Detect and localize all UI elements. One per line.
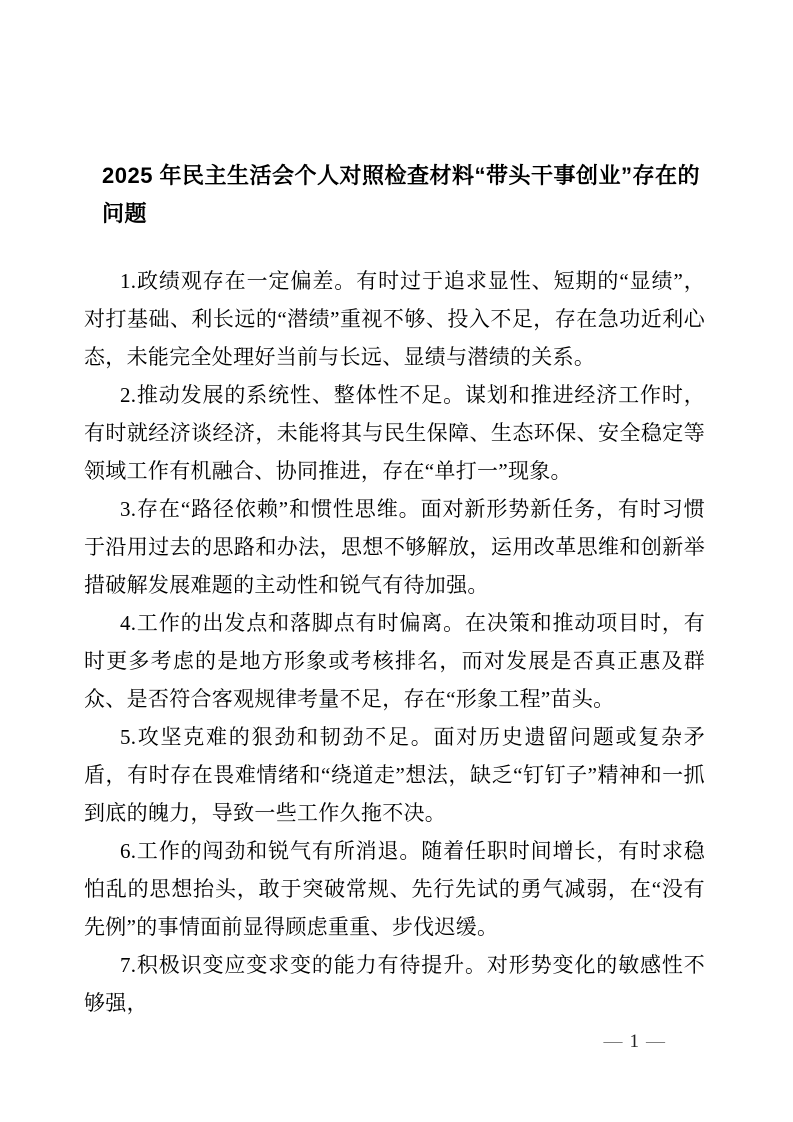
- document-content: [84, 157, 705, 1022]
- page-number-dash-right: —: [646, 1031, 665, 1052]
- page-number-dash-left: —: [603, 1031, 623, 1052]
- body-paragraph-4: 4.工作的出发点和落脚点有时偏离。在决策和推动项目时，有时更多考虑的是地方形象或考核排名，而对发展是否真正惠及群众、是否符合客观规律考量不足，存在“形象工程”苗头。: [84, 611, 705, 711]
- document-title: 2025 年民主生活会个人对照检查材料“带头干事创业”存在的问题: [102, 163, 701, 226]
- body-paragraph-2: 2.推动发展的系统性、整体性不足。谋划和推进经济工作时，有时就经济谈经济，未能将其与民生保障、生态环保、安全稳定等领域工作有机融合、协同推进，存在“单打一”现象。: [84, 383, 705, 483]
- body-paragraph-1: 1.政绩观存在一定偏差。有时过于追求显性、短期的“显绩”，对打基础、利长远的“潜绩”重视不够、投入不足，存在急功近利心态，未能完全处理好当前与长远、显绩与潜绩的关系。: [84, 269, 705, 369]
- body-paragraph-3: 3.存在“路径依赖”和惯性思维。面对新形势新任务，有时习惯于沿用过去的思路和办法，思想不够解放，运用改革思维和创新举措破解发展难题的主动性和锐气有待加强。: [84, 497, 705, 597]
- page-number-value: 1: [629, 1031, 639, 1052]
- body-paragraph-6: 6.工作的闯劲和锐气有所消退。随着任职时间增长，有时求稳怕乱的思想抬头，敢于突破常规、先行先试的勇气减弱，在“没有先例”的事情面前显得顾虑重重、步伐迟缓。: [84, 839, 705, 939]
- page-number: [597, 1031, 673, 1053]
- body-paragraph-7: 7.积极识变应变求变的能力有待提升。对形势变化的敏感性不够强，: [84, 953, 705, 1015]
- body-paragraph-5: 5.攻坚克难的狠劲和韧劲不足。面对历史遗留问题或复杂矛盾，有时存在畏难情绪和“绕道走”想法，缺乏“钉钉子”精神和一抓到底的魄力，导致一些工作久拖不决。: [84, 725, 705, 825]
